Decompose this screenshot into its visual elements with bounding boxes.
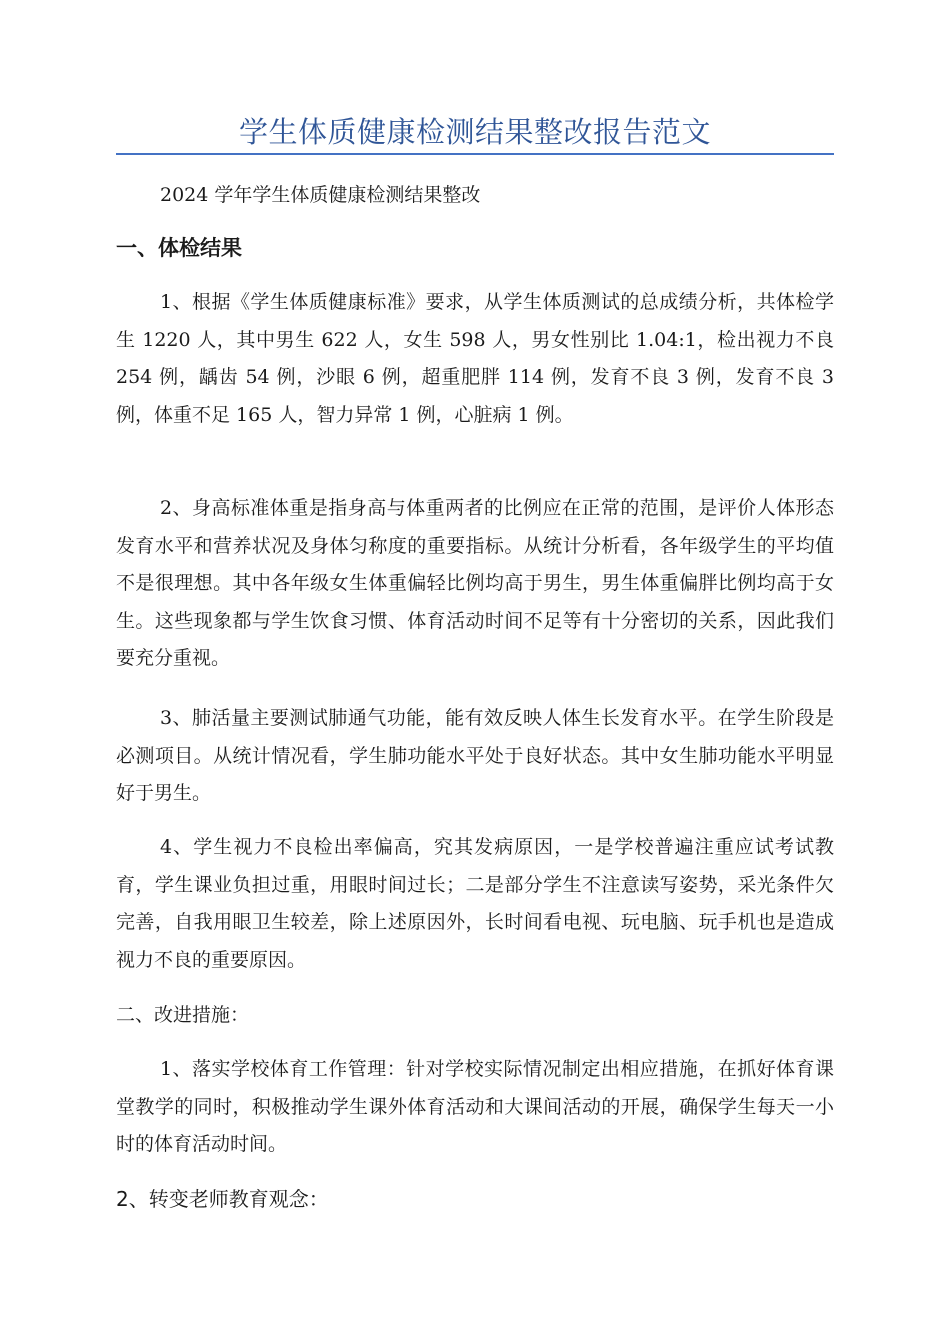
section-heading-measures: 二、改进措施：	[116, 1004, 250, 1026]
paragraph-measures-1: 1、落实学校体育工作管理：针对学校实际情况制定出相应措施，在抓好体育课堂教学的同时，积极推动学生课外体育活动和大课间活动的开展，确保学生每天一小时的体育活动时间。	[116, 1058, 834, 1155]
paragraph-results-4: 4、学生视力不良检出率偏高，究其发病原因，一是学校普遍注重应试考试教育，学生课业负担过重，用眼时间过长；二是部分学生不注意读写姿势，采光条件欠完善，自我用眼卫生较差，除上述原因外，长时间看电视、玩电脑、玩手机也是造成视力不良的重要原因。	[116, 836, 834, 971]
paragraph-results-3: 3、肺活量主要测试肺通气功能，能有效反映人体生长发育水平。在学生阶段是必测项目。从统计情况看，学生肺功能水平处于良好状态。其中女生肺功能水平明显好于男生。	[116, 707, 834, 804]
document-subtitle: 2024 学年学生体质健康检测结果整改	[160, 184, 481, 206]
paragraph-results-2: 2、身高标准体重是指身高与体重两者的比例应在正常的范围，是评价人体形态发育水平和营养状况及身体匀称度的重要指标。从统计分析看，各年级学生的平均值不是很理想。其中各年级女生体重偏轻比例均高于男生，男生体重偏胖比例均高于女生。这些现象都与学生饮食习惯、体育活动时间不足等有十分密切的关系，因此我们要充分重视。	[116, 497, 834, 669]
paragraph-results-1: 1、根据《学生体质健康标准》要求，从学生体质测试的总成绩分析，共体检学生 1220 人，其中男生 622 人，女生 598 人，男女性别比 1.04:1，检出视力不良 254 例，龋齿 54 例，沙眼 6 例，超重肥胖 114 例，发育不良 3 例，发育不良 3 例，体重不足 165 人，智力异常 1 例，心脏病 1 例。	[116, 291, 834, 426]
document-title: 学生体质健康检测结果整改报告范文	[238, 115, 711, 149]
section-heading-results: 一、体检结果	[116, 236, 242, 260]
subheading-teacher-concept: 2、转变老师教育观念：	[116, 1187, 329, 1211]
title-underline	[116, 153, 834, 155]
